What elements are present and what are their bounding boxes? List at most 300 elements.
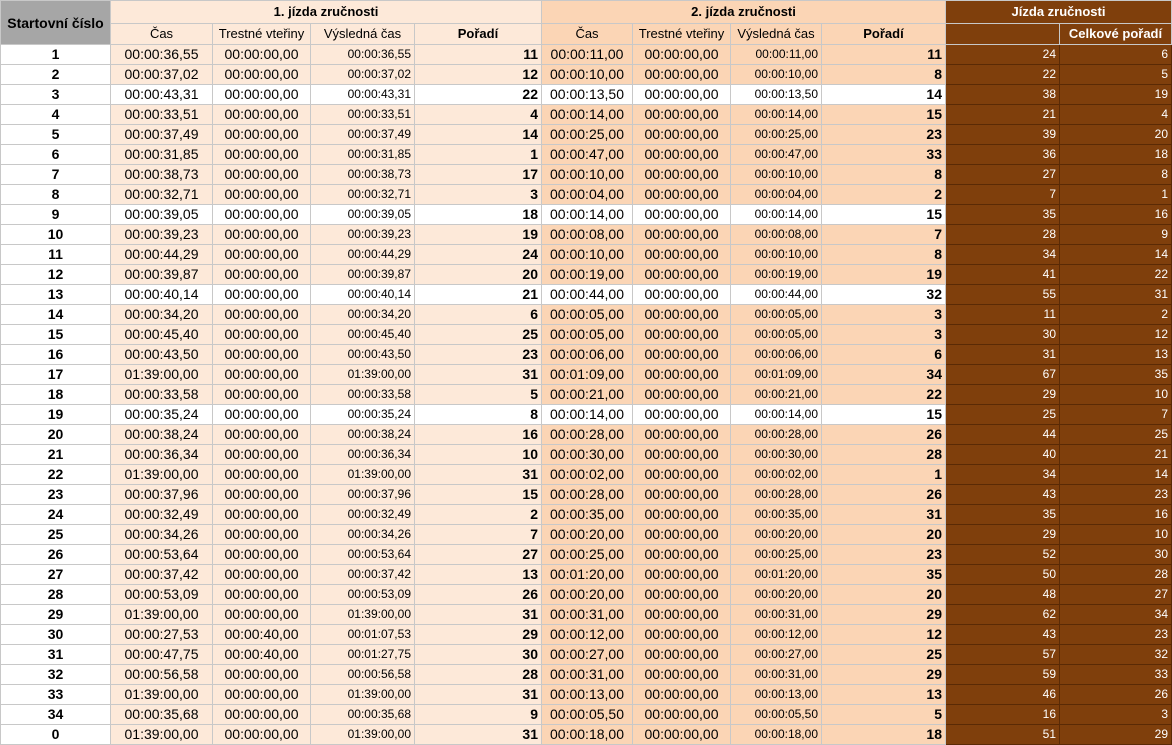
round2-time-cell[interactable]: 00:00:14,00 <box>542 105 633 125</box>
round1-time-cell[interactable]: 00:00:33,58 <box>111 385 213 405</box>
round1-result-cell[interactable]: 00:00:33,58 <box>311 385 415 405</box>
round1-time-cell[interactable]: 00:00:53,64 <box>111 545 213 565</box>
start-number-cell[interactable]: 25 <box>1 525 111 545</box>
overall-rank-cell[interactable]: 23 <box>1060 625 1172 645</box>
start-number-cell[interactable]: 10 <box>1 225 111 245</box>
round2-rank-cell[interactable]: 7 <box>822 225 946 245</box>
round1-time-cell[interactable]: 00:00:37,96 <box>111 485 213 505</box>
round1-time-cell[interactable]: 00:00:38,24 <box>111 425 213 445</box>
round2-rank-cell[interactable]: 19 <box>822 265 946 285</box>
round1-rank-cell[interactable]: 28 <box>415 665 542 685</box>
overall-rank-cell[interactable]: 29 <box>1060 725 1172 745</box>
round2-time-cell[interactable]: 00:00:25,00 <box>542 545 633 565</box>
skill-sum-cell[interactable]: 7 <box>946 185 1060 205</box>
round1-rank-cell[interactable]: 29 <box>415 625 542 645</box>
skill-sum-cell[interactable]: 34 <box>946 245 1060 265</box>
round2-rank-cell[interactable]: 23 <box>822 545 946 565</box>
round1-time-cell[interactable]: 00:00:32,71 <box>111 185 213 205</box>
round2-penalty-cell[interactable]: 00:00:00,00 <box>633 325 731 345</box>
round1-result-cell[interactable]: 00:00:37,02 <box>311 65 415 85</box>
round2-rank-cell[interactable]: 31 <box>822 505 946 525</box>
round2-penalty-cell[interactable]: 00:00:00,00 <box>633 265 731 285</box>
round1-result-header[interactable]: Výsledná čas <box>311 24 415 45</box>
skill-sum-cell[interactable]: 16 <box>946 705 1060 725</box>
round1-rank-cell[interactable]: 31 <box>415 605 542 625</box>
overall-rank-cell[interactable]: 1 <box>1060 185 1172 205</box>
start-number-cell[interactable]: 26 <box>1 545 111 565</box>
start-number-cell[interactable]: 12 <box>1 265 111 285</box>
round1-time-cell[interactable]: 00:00:43,50 <box>111 345 213 365</box>
round2-time-cell[interactable]: 00:00:11,00 <box>542 45 633 65</box>
skill-sum-cell[interactable]: 50 <box>946 565 1060 585</box>
round1-time-cell[interactable]: 00:00:32,49 <box>111 505 213 525</box>
round1-result-cell[interactable]: 00:00:31,85 <box>311 145 415 165</box>
round1-result-cell[interactable]: 00:00:38,24 <box>311 425 415 445</box>
round2-penalty-cell[interactable]: 00:00:00,00 <box>633 85 731 105</box>
start-number-cell[interactable]: 31 <box>1 645 111 665</box>
skill-sum-cell[interactable]: 62 <box>946 605 1060 625</box>
start-number-cell[interactable]: 27 <box>1 565 111 585</box>
overall-rank-cell[interactable]: 30 <box>1060 545 1172 565</box>
round2-time-cell[interactable]: 00:00:02,00 <box>542 465 633 485</box>
round1-rank-cell[interactable]: 24 <box>415 245 542 265</box>
round1-result-cell[interactable]: 00:00:36,55 <box>311 45 415 65</box>
start-number-cell[interactable]: 5 <box>1 125 111 145</box>
round2-rank-cell[interactable]: 3 <box>822 305 946 325</box>
round1-time-cell[interactable]: 00:00:39,87 <box>111 265 213 285</box>
round2-time-cell[interactable]: 00:00:44,00 <box>542 285 633 305</box>
round2-result-cell[interactable]: 00:00:25,00 <box>731 545 822 565</box>
round1-time-cell[interactable]: 00:00:27,53 <box>111 625 213 645</box>
skill-sum-header[interactable] <box>946 24 1060 45</box>
round1-penalty-cell[interactable]: 00:00:00,00 <box>213 45 311 65</box>
skill-sum-cell[interactable]: 36 <box>946 145 1060 165</box>
round1-time-cell[interactable]: 00:00:56,58 <box>111 665 213 685</box>
round2-result-cell[interactable]: 00:00:04,00 <box>731 185 822 205</box>
round2-result-cell[interactable]: 00:00:13,00 <box>731 685 822 705</box>
overall-rank-cell[interactable]: 28 <box>1060 565 1172 585</box>
round1-penalty-cell[interactable]: 00:00:00,00 <box>213 465 311 485</box>
skill-sum-cell[interactable]: 11 <box>946 305 1060 325</box>
round1-time-cell[interactable]: 00:00:35,68 <box>111 705 213 725</box>
round2-rank-cell[interactable]: 1 <box>822 465 946 485</box>
round1-result-cell[interactable]: 00:00:37,42 <box>311 565 415 585</box>
round2-rank-header[interactable]: Pořadí <box>822 24 946 45</box>
round1-penalty-cell[interactable]: 00:00:00,00 <box>213 65 311 85</box>
round1-time-cell[interactable]: 00:00:40,14 <box>111 285 213 305</box>
round2-result-cell[interactable]: 00:00:27,00 <box>731 645 822 665</box>
round1-rank-cell[interactable]: 23 <box>415 345 542 365</box>
round1-result-cell[interactable]: 01:39:00,00 <box>311 725 415 745</box>
round1-result-cell[interactable]: 00:00:32,49 <box>311 505 415 525</box>
round2-time-cell[interactable]: 00:00:20,00 <box>542 585 633 605</box>
round1-penalty-cell[interactable]: 00:00:00,00 <box>213 185 311 205</box>
round2-time-cell[interactable]: 00:00:31,00 <box>542 665 633 685</box>
round1-result-cell[interactable]: 00:01:27,75 <box>311 645 415 665</box>
round1-result-cell[interactable]: 00:00:43,31 <box>311 85 415 105</box>
round2-rank-cell[interactable]: 5 <box>822 705 946 725</box>
skill-sum-cell[interactable]: 44 <box>946 425 1060 445</box>
overall-rank-cell[interactable]: 2 <box>1060 305 1172 325</box>
round2-header[interactable]: 2. jízda zručnosti <box>542 1 946 24</box>
round1-rank-cell[interactable]: 17 <box>415 165 542 185</box>
round2-penalty-cell[interactable]: 00:00:00,00 <box>633 585 731 605</box>
round1-rank-cell[interactable]: 13 <box>415 565 542 585</box>
overall-rank-cell[interactable]: 8 <box>1060 165 1172 185</box>
overall-rank-cell[interactable]: 16 <box>1060 505 1172 525</box>
round1-time-cell[interactable]: 00:00:36,55 <box>111 45 213 65</box>
start-number-cell[interactable]: 30 <box>1 625 111 645</box>
round2-rank-cell[interactable]: 2 <box>822 185 946 205</box>
round2-penalty-cell[interactable]: 00:00:00,00 <box>633 125 731 145</box>
round1-rank-cell[interactable]: 18 <box>415 205 542 225</box>
round1-time-cell[interactable]: 00:00:37,49 <box>111 125 213 145</box>
start-number-cell[interactable]: 13 <box>1 285 111 305</box>
round2-result-cell[interactable]: 00:00:12,00 <box>731 625 822 645</box>
round1-penalty-cell[interactable]: 00:00:00,00 <box>213 85 311 105</box>
skill-sum-cell[interactable]: 59 <box>946 665 1060 685</box>
round2-result-cell[interactable]: 00:00:05,00 <box>731 305 822 325</box>
round1-penalty-cell[interactable]: 00:00:00,00 <box>213 345 311 365</box>
round2-rank-cell[interactable]: 22 <box>822 385 946 405</box>
round1-penalty-cell[interactable]: 00:00:00,00 <box>213 705 311 725</box>
round2-time-cell[interactable]: 00:00:31,00 <box>542 605 633 625</box>
round1-rank-cell[interactable]: 19 <box>415 225 542 245</box>
start-number-cell[interactable]: 23 <box>1 485 111 505</box>
round1-penalty-cell[interactable]: 00:00:00,00 <box>213 565 311 585</box>
round2-penalty-cell[interactable]: 00:00:00,00 <box>633 445 731 465</box>
skill-sum-cell[interactable]: 29 <box>946 385 1060 405</box>
start-number-cell[interactable]: 29 <box>1 605 111 625</box>
start-number-cell[interactable]: 21 <box>1 445 111 465</box>
round1-result-cell[interactable]: 00:00:56,58 <box>311 665 415 685</box>
round2-result-cell[interactable]: 00:00:31,00 <box>731 605 822 625</box>
round1-rank-cell[interactable]: 16 <box>415 425 542 445</box>
skill-sum-cell[interactable]: 27 <box>946 165 1060 185</box>
round2-result-cell[interactable]: 00:00:21,00 <box>731 385 822 405</box>
round2-result-cell[interactable]: 00:01:09,00 <box>731 365 822 385</box>
round2-rank-cell[interactable]: 13 <box>822 685 946 705</box>
round2-time-cell[interactable]: 00:00:27,00 <box>542 645 633 665</box>
round2-rank-cell[interactable]: 32 <box>822 285 946 305</box>
round2-result-header[interactable]: Výsledná čas <box>731 24 822 45</box>
skill-sum-cell[interactable]: 29 <box>946 525 1060 545</box>
round2-time-cell[interactable]: 00:00:21,00 <box>542 385 633 405</box>
overall-rank-cell[interactable]: 13 <box>1060 345 1172 365</box>
round1-time-cell[interactable]: 01:39:00,00 <box>111 685 213 705</box>
round2-result-cell[interactable]: 00:00:11,00 <box>731 45 822 65</box>
round2-penalty-cell[interactable]: 00:00:00,00 <box>633 705 731 725</box>
start-number-cell[interactable]: 8 <box>1 185 111 205</box>
round2-result-cell[interactable]: 00:00:14,00 <box>731 405 822 425</box>
round1-time-cell[interactable]: 00:00:35,24 <box>111 405 213 425</box>
round1-time-cell[interactable]: 00:00:36,34 <box>111 445 213 465</box>
round2-result-cell[interactable]: 00:00:28,00 <box>731 485 822 505</box>
round2-rank-cell[interactable]: 14 <box>822 85 946 105</box>
round2-result-cell[interactable]: 00:00:19,00 <box>731 265 822 285</box>
overall-rank-cell[interactable]: 32 <box>1060 645 1172 665</box>
round1-rank-cell[interactable]: 3 <box>415 185 542 205</box>
round1-time-cell[interactable]: 00:00:37,02 <box>111 65 213 85</box>
round1-penalty-cell[interactable]: 00:00:00,00 <box>213 325 311 345</box>
round2-time-cell[interactable]: 00:00:06,00 <box>542 345 633 365</box>
round2-penalty-cell[interactable]: 00:00:00,00 <box>633 485 731 505</box>
round2-penalty-cell[interactable]: 00:00:00,00 <box>633 365 731 385</box>
overall-rank-cell[interactable]: 12 <box>1060 325 1172 345</box>
round2-penalty-cell[interactable]: 00:00:00,00 <box>633 685 731 705</box>
round1-time-header[interactable]: Čas <box>111 24 213 45</box>
overall-rank-cell[interactable]: 31 <box>1060 285 1172 305</box>
round2-result-cell[interactable]: 00:00:25,00 <box>731 125 822 145</box>
round1-time-cell[interactable]: 01:39:00,00 <box>111 365 213 385</box>
round1-rank-cell[interactable]: 8 <box>415 405 542 425</box>
start-number-cell[interactable]: 3 <box>1 85 111 105</box>
round1-rank-header[interactable]: Pořadí <box>415 24 542 45</box>
round1-rank-cell[interactable]: 20 <box>415 265 542 285</box>
round1-result-cell[interactable]: 00:00:33,51 <box>311 105 415 125</box>
round2-time-cell[interactable]: 00:00:35,00 <box>542 505 633 525</box>
round2-result-cell[interactable]: 00:00:18,00 <box>731 725 822 745</box>
round2-penalty-cell[interactable]: 00:00:00,00 <box>633 405 731 425</box>
round1-result-cell[interactable]: 00:00:38,73 <box>311 165 415 185</box>
round1-penalty-cell[interactable]: 00:00:00,00 <box>213 665 311 685</box>
round2-rank-cell[interactable]: 18 <box>822 725 946 745</box>
round1-result-cell[interactable]: 00:00:37,96 <box>311 485 415 505</box>
round2-rank-cell[interactable]: 15 <box>822 105 946 125</box>
round1-result-cell[interactable]: 00:00:44,29 <box>311 245 415 265</box>
round2-rank-cell[interactable]: 33 <box>822 145 946 165</box>
skill-sum-cell[interactable]: 24 <box>946 45 1060 65</box>
round1-result-cell[interactable]: 00:00:32,71 <box>311 185 415 205</box>
round2-rank-cell[interactable]: 29 <box>822 605 946 625</box>
round2-time-cell[interactable]: 00:00:14,00 <box>542 205 633 225</box>
round2-rank-cell[interactable]: 34 <box>822 365 946 385</box>
overall-rank-cell[interactable]: 16 <box>1060 205 1172 225</box>
round2-time-cell[interactable]: 00:00:28,00 <box>542 485 633 505</box>
start-number-cell[interactable]: 20 <box>1 425 111 445</box>
overall-rank-cell[interactable]: 18 <box>1060 145 1172 165</box>
round1-penalty-cell[interactable]: 00:00:00,00 <box>213 385 311 405</box>
start-number-cell[interactable]: 17 <box>1 365 111 385</box>
round2-result-cell[interactable]: 00:00:13,50 <box>731 85 822 105</box>
round2-time-cell[interactable]: 00:00:18,00 <box>542 725 633 745</box>
skill-ride-header[interactable]: Jízda zručnosti <box>946 1 1172 24</box>
round2-time-cell[interactable]: 00:00:14,00 <box>542 405 633 425</box>
round1-result-cell[interactable]: 00:00:35,24 <box>311 405 415 425</box>
overall-rank-cell[interactable]: 5 <box>1060 65 1172 85</box>
round1-result-cell[interactable]: 00:00:39,87 <box>311 265 415 285</box>
overall-rank-cell[interactable]: 10 <box>1060 385 1172 405</box>
round2-penalty-cell[interactable]: 00:00:00,00 <box>633 425 731 445</box>
start-number-cell[interactable]: 11 <box>1 245 111 265</box>
round2-time-cell[interactable]: 00:00:10,00 <box>542 65 633 85</box>
overall-rank-cell[interactable]: 33 <box>1060 665 1172 685</box>
round1-time-cell[interactable]: 00:00:44,29 <box>111 245 213 265</box>
round1-rank-cell[interactable]: 12 <box>415 65 542 85</box>
skill-sum-cell[interactable]: 31 <box>946 345 1060 365</box>
round1-result-cell[interactable]: 00:00:39,05 <box>311 205 415 225</box>
round1-time-cell[interactable]: 00:00:39,23 <box>111 225 213 245</box>
round2-time-cell[interactable]: 00:00:13,00 <box>542 685 633 705</box>
start-number-header[interactable]: Startovní číslo <box>1 1 111 45</box>
round1-result-cell[interactable]: 00:00:34,26 <box>311 525 415 545</box>
start-number-cell[interactable]: 28 <box>1 585 111 605</box>
round1-time-cell[interactable]: 00:00:45,40 <box>111 325 213 345</box>
round1-penalty-cell[interactable]: 00:00:00,00 <box>213 725 311 745</box>
round1-rank-cell[interactable]: 6 <box>415 305 542 325</box>
overall-rank-cell[interactable]: 25 <box>1060 425 1172 445</box>
overall-rank-cell[interactable]: 14 <box>1060 465 1172 485</box>
round2-penalty-header[interactable]: Trestné vteřiny <box>633 24 731 45</box>
round2-penalty-cell[interactable]: 00:00:00,00 <box>633 165 731 185</box>
round1-result-cell[interactable]: 00:00:39,23 <box>311 225 415 245</box>
round2-result-cell[interactable]: 00:00:20,00 <box>731 525 822 545</box>
round1-rank-cell[interactable]: 31 <box>415 365 542 385</box>
round2-penalty-cell[interactable]: 00:00:00,00 <box>633 345 731 365</box>
start-number-cell[interactable]: 16 <box>1 345 111 365</box>
round1-time-cell[interactable]: 00:00:43,31 <box>111 85 213 105</box>
overall-rank-cell[interactable]: 35 <box>1060 365 1172 385</box>
overall-rank-cell[interactable]: 9 <box>1060 225 1172 245</box>
overall-rank-cell[interactable]: 6 <box>1060 45 1172 65</box>
round1-rank-cell[interactable]: 5 <box>415 385 542 405</box>
round2-rank-cell[interactable]: 3 <box>822 325 946 345</box>
round1-result-cell[interactable]: 00:00:43,50 <box>311 345 415 365</box>
skill-sum-cell[interactable]: 34 <box>946 465 1060 485</box>
start-number-cell[interactable]: 4 <box>1 105 111 125</box>
skill-sum-cell[interactable]: 48 <box>946 585 1060 605</box>
overall-rank-cell[interactable]: 19 <box>1060 85 1172 105</box>
round1-rank-cell[interactable]: 27 <box>415 545 542 565</box>
round2-rank-cell[interactable]: 12 <box>822 625 946 645</box>
round2-penalty-cell[interactable]: 00:00:00,00 <box>633 285 731 305</box>
round1-penalty-cell[interactable]: 00:00:00,00 <box>213 505 311 525</box>
round2-rank-cell[interactable]: 6 <box>822 345 946 365</box>
round2-penalty-cell[interactable]: 00:00:00,00 <box>633 305 731 325</box>
start-number-cell[interactable]: 22 <box>1 465 111 485</box>
round1-rank-cell[interactable]: 4 <box>415 105 542 125</box>
round2-time-cell[interactable]: 00:00:05,00 <box>542 325 633 345</box>
round2-rank-cell[interactable]: 8 <box>822 65 946 85</box>
round2-time-cell[interactable]: 00:00:20,00 <box>542 525 633 545</box>
round2-result-cell[interactable]: 00:00:14,00 <box>731 105 822 125</box>
start-number-cell[interactable]: 32 <box>1 665 111 685</box>
round1-penalty-cell[interactable]: 00:00:40,00 <box>213 645 311 665</box>
round2-time-cell[interactable]: 00:00:10,00 <box>542 245 633 265</box>
overall-rank-cell[interactable]: 22 <box>1060 265 1172 285</box>
round2-result-cell[interactable]: 00:00:47,00 <box>731 145 822 165</box>
start-number-cell[interactable]: 34 <box>1 705 111 725</box>
round1-result-cell[interactable]: 01:39:00,00 <box>311 365 415 385</box>
skill-sum-cell[interactable]: 30 <box>946 325 1060 345</box>
skill-sum-cell[interactable]: 22 <box>946 65 1060 85</box>
start-number-cell[interactable]: 33 <box>1 685 111 705</box>
round1-result-cell[interactable]: 00:00:37,49 <box>311 125 415 145</box>
round2-penalty-cell[interactable]: 00:00:00,00 <box>633 185 731 205</box>
round2-result-cell[interactable]: 00:00:28,00 <box>731 425 822 445</box>
overall-rank-cell[interactable]: 3 <box>1060 705 1172 725</box>
round2-penalty-cell[interactable]: 00:00:00,00 <box>633 225 731 245</box>
round1-rank-cell[interactable]: 22 <box>415 85 542 105</box>
round2-time-cell[interactable]: 00:00:25,00 <box>542 125 633 145</box>
round2-time-cell[interactable]: 00:00:13,50 <box>542 85 633 105</box>
round1-penalty-header[interactable]: Trestné vteřiny <box>213 24 311 45</box>
round2-result-cell[interactable]: 00:00:08,00 <box>731 225 822 245</box>
skill-sum-cell[interactable]: 51 <box>946 725 1060 745</box>
round2-rank-cell[interactable]: 29 <box>822 665 946 685</box>
round1-rank-cell[interactable]: 10 <box>415 445 542 465</box>
round2-time-cell[interactable]: 00:01:20,00 <box>542 565 633 585</box>
round1-result-cell[interactable]: 01:39:00,00 <box>311 685 415 705</box>
skill-sum-cell[interactable]: 57 <box>946 645 1060 665</box>
round2-penalty-cell[interactable]: 00:00:00,00 <box>633 545 731 565</box>
round2-penalty-cell[interactable]: 00:00:00,00 <box>633 385 731 405</box>
round2-penalty-cell[interactable]: 00:00:00,00 <box>633 625 731 645</box>
round1-time-cell[interactable]: 00:00:31,85 <box>111 145 213 165</box>
round1-penalty-cell[interactable]: 00:00:00,00 <box>213 125 311 145</box>
skill-sum-cell[interactable]: 38 <box>946 85 1060 105</box>
overall-rank-cell[interactable]: 27 <box>1060 585 1172 605</box>
round1-time-cell[interactable]: 00:00:39,05 <box>111 205 213 225</box>
round1-header[interactable]: 1. jízda zručnosti <box>111 1 542 24</box>
round2-result-cell[interactable]: 00:00:05,50 <box>731 705 822 725</box>
round1-time-cell[interactable]: 01:39:00,00 <box>111 725 213 745</box>
round1-result-cell[interactable]: 01:39:00,00 <box>311 605 415 625</box>
round2-result-cell[interactable]: 00:00:10,00 <box>731 165 822 185</box>
round2-result-cell[interactable]: 00:00:31,00 <box>731 665 822 685</box>
round2-time-cell[interactable]: 00:00:05,00 <box>542 305 633 325</box>
round2-time-cell[interactable]: 00:00:30,00 <box>542 445 633 465</box>
round1-result-cell[interactable]: 00:00:34,20 <box>311 305 415 325</box>
round1-rank-cell[interactable]: 31 <box>415 685 542 705</box>
round2-penalty-cell[interactable]: 00:00:00,00 <box>633 45 731 65</box>
round1-time-cell[interactable]: 00:00:47,75 <box>111 645 213 665</box>
skill-sum-cell[interactable]: 39 <box>946 125 1060 145</box>
round2-rank-cell[interactable]: 20 <box>822 585 946 605</box>
start-number-cell[interactable]: 7 <box>1 165 111 185</box>
round2-rank-cell[interactable]: 8 <box>822 165 946 185</box>
round2-result-cell[interactable]: 00:00:06,00 <box>731 345 822 365</box>
round2-penalty-cell[interactable]: 00:00:00,00 <box>633 105 731 125</box>
round2-penalty-cell[interactable]: 00:00:00,00 <box>633 65 731 85</box>
round2-result-cell[interactable]: 00:00:10,00 <box>731 65 822 85</box>
round1-penalty-cell[interactable]: 00:00:00,00 <box>213 305 311 325</box>
round1-time-cell[interactable]: 00:00:53,09 <box>111 585 213 605</box>
round2-rank-cell[interactable]: 26 <box>822 425 946 445</box>
round2-rank-cell[interactable]: 23 <box>822 125 946 145</box>
round2-rank-cell[interactable]: 15 <box>822 405 946 425</box>
round2-rank-cell[interactable]: 26 <box>822 485 946 505</box>
round2-result-cell[interactable]: 00:00:02,00 <box>731 465 822 485</box>
skill-sum-cell[interactable]: 43 <box>946 625 1060 645</box>
round1-penalty-cell[interactable]: 00:00:00,00 <box>213 585 311 605</box>
round1-penalty-cell[interactable]: 00:00:00,00 <box>213 425 311 445</box>
start-number-cell[interactable]: 0 <box>1 725 111 745</box>
skill-sum-cell[interactable]: 43 <box>946 485 1060 505</box>
round2-time-cell[interactable]: 00:00:47,00 <box>542 145 633 165</box>
round1-penalty-cell[interactable]: 00:00:00,00 <box>213 605 311 625</box>
round2-penalty-cell[interactable]: 00:00:00,00 <box>633 605 731 625</box>
round1-penalty-cell[interactable]: 00:00:00,00 <box>213 365 311 385</box>
round2-time-cell[interactable]: 00:00:05,50 <box>542 705 633 725</box>
start-number-cell[interactable]: 2 <box>1 65 111 85</box>
round1-penalty-cell[interactable]: 00:00:00,00 <box>213 405 311 425</box>
skill-sum-cell[interactable]: 41 <box>946 265 1060 285</box>
round2-time-cell[interactable]: 00:00:28,00 <box>542 425 633 445</box>
round1-penalty-cell[interactable]: 00:00:40,00 <box>213 625 311 645</box>
skill-sum-cell[interactable]: 28 <box>946 225 1060 245</box>
round1-result-cell[interactable]: 00:00:36,34 <box>311 445 415 465</box>
